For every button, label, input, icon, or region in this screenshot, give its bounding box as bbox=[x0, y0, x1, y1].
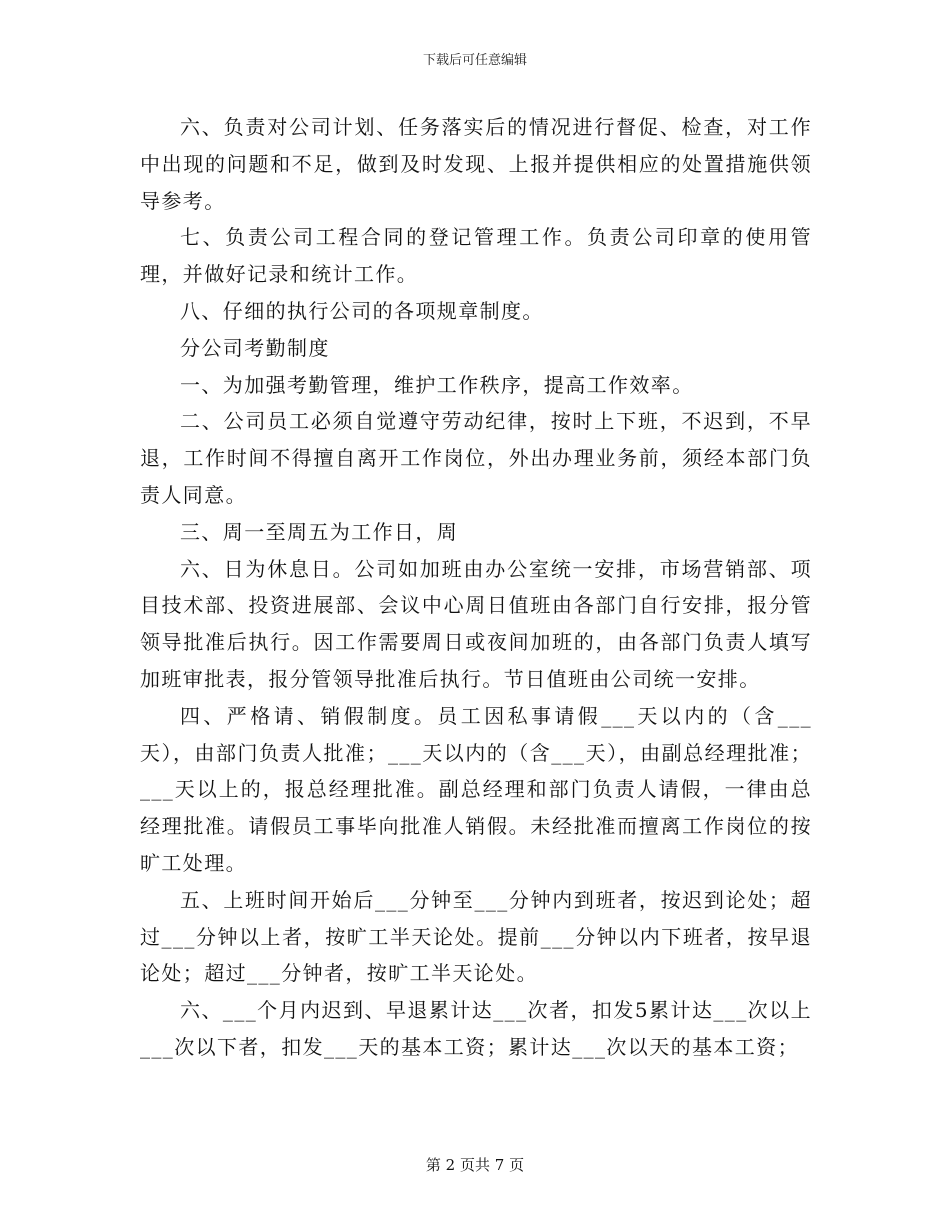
page-header: 下载后可任意编辑 bbox=[422, 53, 527, 68]
paragraph-rule-4: 四、严格请、销假制度。员工因私事请假___天以内的（含___天），由部门负责人批准；___天以内的（含___天），由副总经理批准；___天以上的，报总经理批准。副总经理和部门负责人请假，一律由总经理批准。请假员工事毕向批准人销假。未经批准而擅离工作岗位的按旷工处理。 bbox=[140, 703, 812, 875]
paragraph-duty-7: 七、负责公司工程合同的登记管理工作。负责公司印章的使用管理，并做好记录和统计工作。 bbox=[140, 225, 812, 287]
paragraph-rule-3: 三、周一至周五为工作日，周 bbox=[180, 519, 459, 544]
paragraph-rule-1: 一、为加强考勤管理，维护工作秩序，提高工作效率。 bbox=[180, 372, 694, 397]
page-footer: 第 2 页共 7 页 bbox=[425, 1156, 525, 1174]
paragraph-duty-8: 八、仔细的执行公司的各项规章制度。 bbox=[180, 298, 544, 323]
paragraph-duty-6: 六、负责对公司计划、任务落实后的情况进行督促、检查，对工作中出现的问题和不足，做到及时发现、上报并提供相应的处置措施供领导参考。 bbox=[140, 115, 812, 213]
document-body bbox=[140, 109, 812, 1066]
paragraph-rule-5: 五、上班时间开始后___分钟至___分钟内到班者，按迟到论处；超过___分钟以上者，按旷工半天论处。提前___分钟以内下班者，按早退论处；超过___分钟者，按旷工半天论处。 bbox=[140, 887, 812, 986]
section-title-attendance: 分公司考勤制度 bbox=[180, 335, 330, 360]
paragraph-rule-3-cont: 六、日为休息日。公司如加班由办公室统一安排，市场营销部、项目技术部、投资进展部、会议中心周日值班由各部门自行安排，报分管领导批准后执行。因工作需要周日或夜间加班的，由各部门负责人填写加班审批表，报分管领导批准后执行。节日值班由公司统一安排。 bbox=[140, 556, 812, 691]
paragraph-rule-2: 二、公司员工必须自觉遵守劳动纪律，按时上下班，不迟到，不早退，工作时间不得擅自离开工作岗位，外出办理业务前，须经本部门负责人同意。 bbox=[140, 409, 812, 507]
paragraph-rule-6: 六、___个月内迟到、早退累计达___次者，扣发5累计达___次以上___次以下者，扣发___天的基本工资；累计达___次以天的基本工资； bbox=[140, 998, 812, 1059]
